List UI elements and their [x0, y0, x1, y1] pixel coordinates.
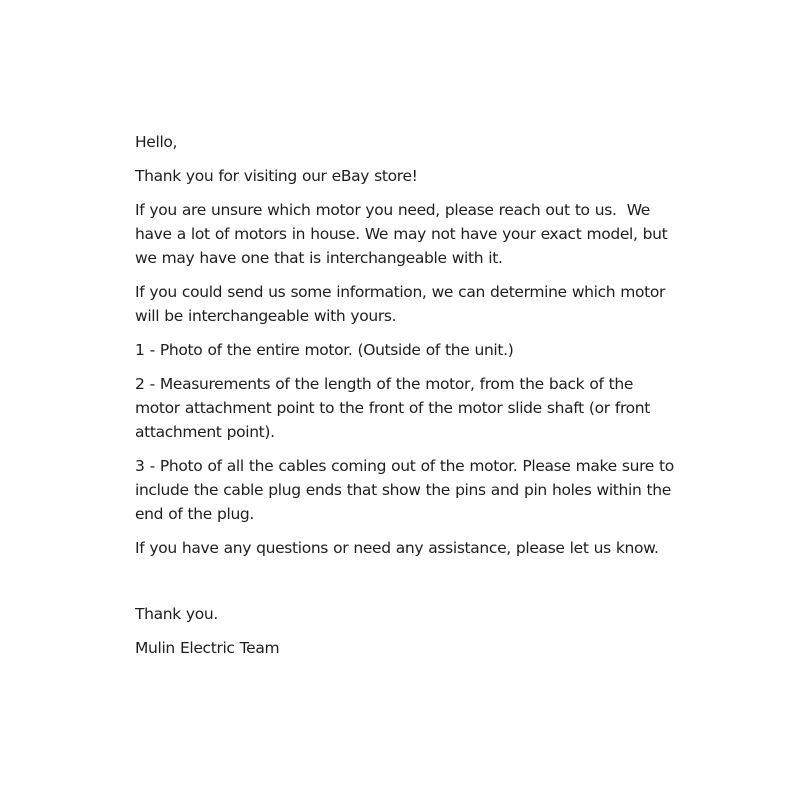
letter-body — [135, 130, 680, 670]
send-info-paragraph: If you could send us some information, we can determine which motor will be interchangeable with yours. — [135, 283, 671, 325]
questions-paragraph: If you have any questions or need any assistance, please let us know. — [135, 539, 659, 557]
unsure-motor-paragraph: If you are unsure which motor you need, please reach out to us. We have a lot of motors in house. We may not have your exact model, but we may have one that is interchangeable with it. — [135, 201, 673, 267]
thanks-visit-paragraph: Thank you for visiting our eBay store! — [135, 167, 418, 185]
signature: Mulin Electric Team — [135, 639, 280, 657]
list-item-measurements: 2 - Measurements of the length of the motor, from the back of the motor attachment point to the front of the motor slide shaft (or front attachment point). — [135, 375, 656, 441]
closing: Thank you. — [135, 605, 218, 623]
list-item-photo: 1 - Photo of the entire motor. (Outside of the unit.) — [135, 341, 514, 359]
greeting: Hello, — [135, 133, 178, 151]
list-item-cables: 3 - Photo of all the cables coming out of the motor. Please make sure to include the cable plug ends that show the pins and pin holes within the end of the plug. — [135, 457, 679, 523]
spacer — [135, 570, 680, 602]
